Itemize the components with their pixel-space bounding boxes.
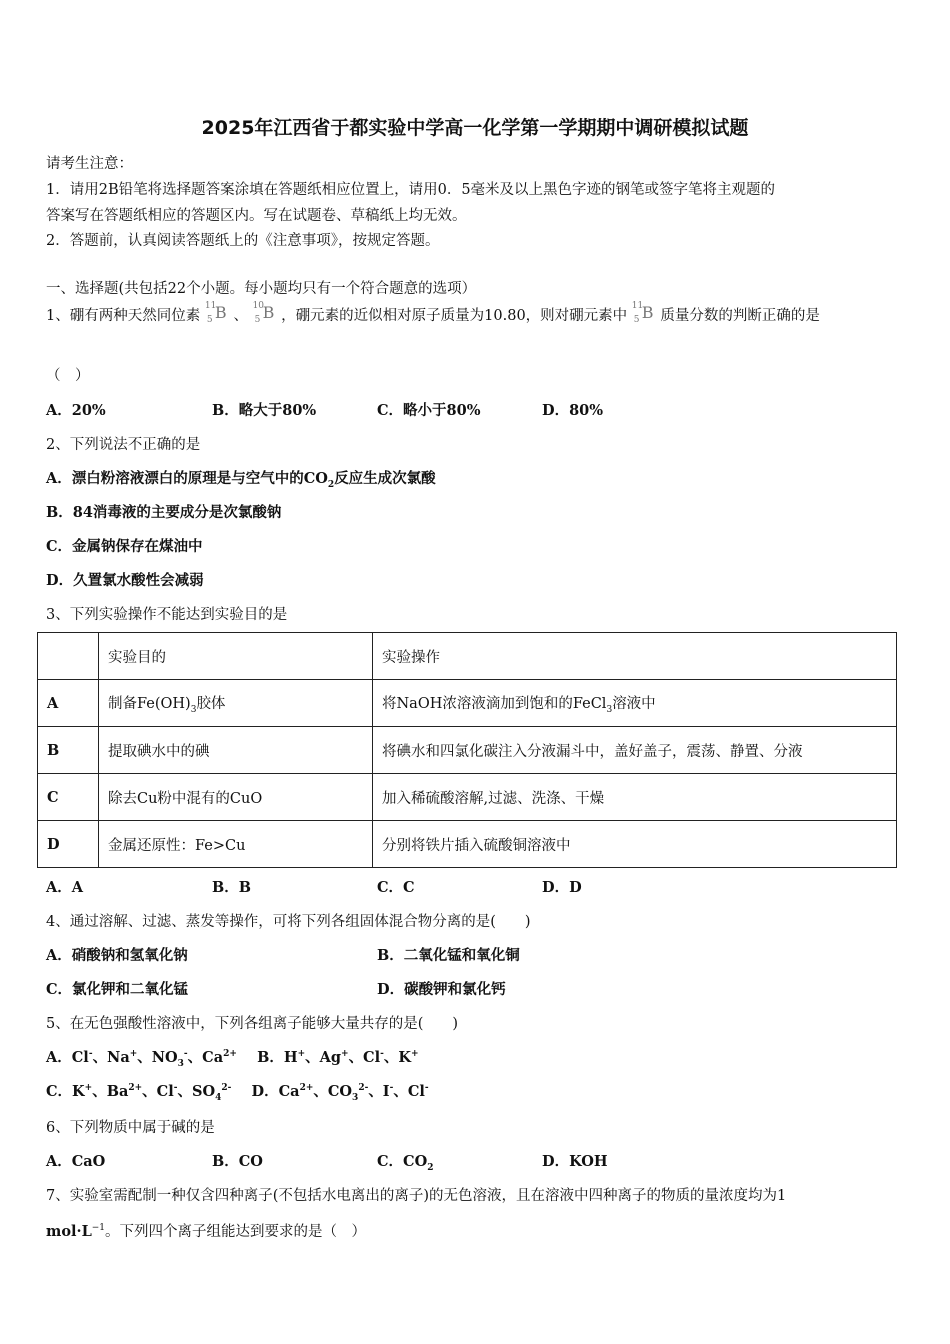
notice-heading: 请考生注意： [46,156,133,172]
q4-option-b: B．二氧化锰和氧化铜 [377,947,520,964]
question-6-stem: 6、下列物质中属于碱的是 [46,1120,215,1136]
question-5-stem: 5、在无色强酸性溶液中，下列各组离子能够大量共存的是( ) [46,1016,459,1032]
table-row [38,821,897,868]
q2-option-d: D．久置氯水酸性会减弱 [46,572,204,589]
q4-option-d: D．碳酸钾和氯化钙 [377,981,506,998]
table-row [38,727,897,774]
q1-option-d: D．80% [542,402,604,419]
question-7-stem-line-1: 7、实验室需配制一种仅含四种离子(不包括水电离出的离子)的无色溶液，且在溶液中四种离子的物质的量浓度均为1 [46,1188,787,1204]
q4-option-a: A．硝酸钠和氢氧化钠 [46,947,188,964]
row-label: B [38,727,99,774]
question-1-blank: （ ） [46,368,90,384]
q6-option-c: C．$CO_2$ [377,1153,434,1173]
row-purpose: 除去Cu粉中混有的CuO [99,774,373,821]
q6-option-d: D．KOH [542,1153,608,1170]
q1-option-a: A．20% [46,402,106,419]
q1-option-b: B．略大于80% [212,402,317,419]
page-title: 2025年江西省于都实验中学高一化学第一学期期中调研模拟试题 [201,117,749,139]
table-header-cell: 实验目的 [99,633,373,680]
notice-item-2: 2．答题前，认真阅读答题纸上的《注意事项》，按规定答题。 [46,233,440,249]
row-operation: 分别将铁片插入硫酸铜溶液中 [373,821,897,868]
question-4-stem: 4、通过溶解、过滤、蒸发等操作，可将下列各组固体混合物分离的是( ) [46,914,531,930]
row-purpose: 提取碘水中的碘 [99,727,373,774]
row-label: A [38,680,99,727]
notice-item-1-line-2: 答案写在答题纸相应的答题区内。写在试题卷、草稿纸上均无效。 [46,208,467,224]
row-operation: 将碘水和四氯化碳注入分液漏斗中，盖好盖子，震荡、静置、分液 [373,727,897,774]
q5-options-cd: C．K+、$Ba^{2+}$、Cl-、$SO_4^{2-}$ D．$Ca^{2+}$、$CO_3^{2-}$、I-、Cl- [46,1083,429,1103]
question-7-stem-line-2: $mol\cdot L^{-1}$。下列四个离子组能达到要求的是（ ） [46,1223,367,1240]
row-label: C [38,774,99,821]
q3-option-a: A．A [46,879,84,896]
q1-option-c: C．略小于80% [377,402,481,419]
section-heading: 一、选择题(共包括22个小题。每小题均只有一个符合题意的选项） [46,281,477,297]
q3-option-d: D．D [542,879,582,896]
q6-option-b: B．CO [212,1153,263,1170]
q3-option-c: C．C [377,879,415,896]
q2-option-c: C．金属钠保存在煤油中 [46,538,203,555]
notice-item-1-line-1: 1．请用2B铅笔将选择题答案涂填在答题纸相应位置上，请用0．5毫米及以上黑色字迹的钢笔或签字笔将主观题的 [46,182,776,198]
row-purpose: 金属还原性：Fe>Cu [99,821,373,868]
experiment-table [37,632,897,868]
boron-11-nuclide: 11 5 B [204,301,227,325]
q3-option-b: B．B [212,879,252,896]
q4-option-c: C．氯化钾和二氧化锰 [46,981,189,998]
table-header-cell: 实验操作 [373,633,897,680]
question-3-stem: 3、下列实验操作不能达到实验目的是 [46,607,288,623]
q6-option-a: A．CaO [46,1153,106,1170]
row-operation: 加入稀硫酸溶解,过滤、洗涤、干燥 [373,774,897,821]
table-row [38,774,897,821]
q2-option-a: A．漂白粉溶液漂白的原理是与空气中的$CO_2$反应生成次氯酸 [46,470,436,490]
q2-option-b: B．84消毒液的主要成分是次氯酸钠 [46,504,282,521]
row-operation: 将NaOH浓溶液滴加到饱和的FeCl$_3$溶液中 [373,680,897,727]
row-purpose: 制备$Fe(OH)_3$胶体 [99,680,373,727]
q5-options-ab: A．Cl-、Na+、$NO_3^-$、$Ca^{2+}$ B．H+、Ag+、Cl-、K+ [46,1049,419,1069]
table-header-cell [38,633,99,680]
table-row [38,680,897,727]
question-1-stem: 1、硼有两种天然同位素 11 5 B 、 10 5 B ，硼元素的近似相对原子质量为10.80，则对硼元素中 11 5 B 质量分数的判断正确的是 [46,303,820,329]
table-header-row [38,633,897,680]
question-2-stem: 2、下列说法不正确的是 [46,437,201,453]
boron-11-nuclide-ref: 11 5 B [631,301,654,325]
boron-10-nuclide: 10 5 B [252,301,275,325]
row-label: D [38,821,99,868]
